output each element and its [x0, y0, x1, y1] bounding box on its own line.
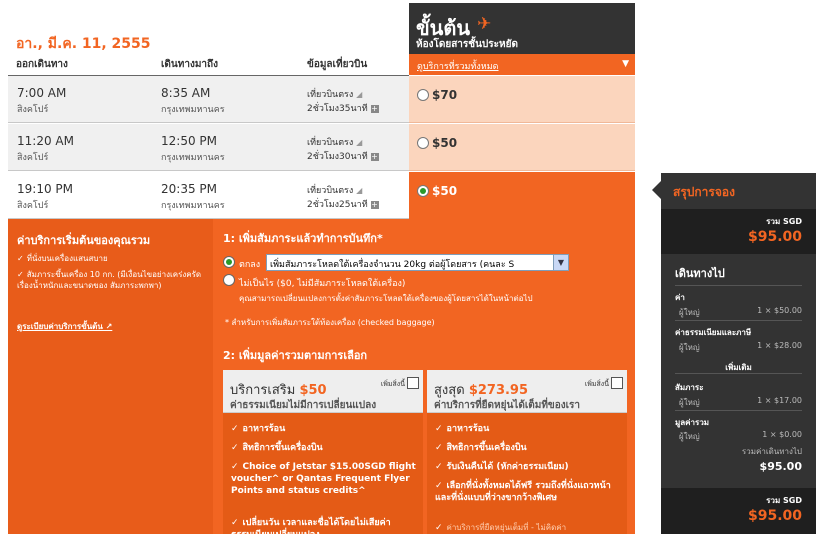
depart-time: 7:00 AM [17, 86, 67, 100]
bundle-subtitle: ค่าธรรมเนียมไม่มีการเปลี่ยนแปลง [230, 400, 377, 411]
arrive-cell [161, 182, 225, 212]
col-header-arrive: เดินทางมาถึง [161, 59, 218, 70]
bundle-name: บริการเสริม $50 [230, 383, 327, 398]
add-bundle-checkbox[interactable] [611, 377, 623, 389]
bundle-subtitle: ค่าบริการที่ยืดหยุ่นได้เต็มที่ของเรา [434, 400, 581, 411]
baggage-line-label: สัมภาระ [675, 383, 704, 392]
baggage-footnote: * สำหรับการเพิ่มสัมภาระใต้ท้องเครื่อง (checked baggage) [225, 318, 435, 327]
fare-price: $50 [432, 184, 458, 198]
flight-info [307, 88, 379, 116]
depart-city: สิงคโปร์ [17, 105, 49, 115]
fare-radio[interactable] [417, 89, 429, 101]
flight-info [307, 136, 379, 164]
check-icon: ✓ [17, 254, 24, 263]
bundle-card-plus [223, 370, 423, 540]
fare-radio[interactable] [417, 137, 429, 149]
divider [675, 285, 802, 286]
baggage-select-value: เพิ่มสัมภาระโหลดใต้เครื่องจำนวน 20kg ต่อผู้โดยสาร (คนละ S [270, 260, 515, 270]
summary-bottom-total: $95.00 [747, 508, 802, 524]
base-services-title: ค่าบริการเริ่มต้นของคุณรวม [17, 234, 151, 247]
chevron-down-icon[interactable]: ▼ [553, 255, 568, 270]
arrive-time: 12:50 PM [161, 134, 217, 148]
summary-bottom-label: รวม SGD [766, 496, 802, 505]
bundle-feature: ✓ รับเงินคืนได้ (หักค่าธรรมเนียม) [435, 462, 569, 472]
plane-icon: ◢ [356, 186, 363, 195]
flight-info [307, 184, 379, 212]
fare-option[interactable] [409, 76, 635, 123]
value-bundle-title: 2: เพิ่มมูลค่ารวมตามการเลือก [223, 349, 368, 362]
fare-class-title: ขั้นต้น [416, 16, 471, 40]
tax-line-amount: 1 × $28.00 [757, 341, 802, 350]
bundle-price: $273.95 [468, 383, 529, 398]
fare-class-subtitle: ห้องโดยสารชั้นประหยัด [416, 39, 518, 50]
summary-direction: เดินทางไป [675, 267, 725, 280]
baggage-yes-label: ตกลง [239, 260, 261, 270]
check-icon: ✓ [435, 523, 443, 533]
baggage-yes-radio[interactable] [223, 256, 235, 268]
fare-price: $70 [432, 88, 458, 102]
base-fare-rules-link[interactable]: ดูระเบียบค่าบริการขั้นต้น ↗ [17, 322, 113, 331]
base-services-panel [8, 219, 213, 534]
col-header-info: ข้อมูลเที่ยวบิน [307, 59, 368, 70]
check-icon: ✓ [231, 443, 239, 453]
arrive-city: กรุงเทพมหานคร [161, 201, 225, 211]
col-header-depart: ออกเดินทาง [16, 59, 68, 70]
flight-type: เที่ยวบินตรง [307, 90, 354, 100]
flight-type: เที่ยวบินตรง [307, 138, 354, 148]
baggage-no-radio[interactable] [223, 274, 235, 286]
subtotal-value: $95.00 [759, 460, 802, 473]
fare-class-header [409, 3, 635, 75]
bundle-price: $50 [299, 383, 327, 398]
arrive-city: กรุงเทพมหานคร [161, 105, 225, 115]
booking-summary [661, 173, 816, 534]
summary-total-box [661, 209, 816, 254]
add-bundle-checkbox[interactable] [407, 377, 419, 389]
depart-time: 19:10 PM [17, 182, 73, 196]
flight-row-selected[interactable] [8, 172, 409, 219]
arrive-time: 8:35 AM [161, 86, 211, 100]
services-link[interactable]: ดูบริการที่รวมทั้งหมด [417, 62, 499, 72]
chevron-down-icon: ▼ [622, 59, 629, 69]
bundle-card-max [427, 370, 627, 534]
value-line-amount: 1 × $0.00 [762, 430, 802, 439]
flight-duration: 2ชั่วโมง25นาที [307, 200, 368, 210]
plane-icon: ◢ [356, 138, 363, 147]
baggage-no-label: ไม่เป็นไร ($0, ไม่มีสัมภาระโหลดใต้เครื่อง) [239, 279, 406, 289]
base-service-item: ✓ ที่นั่งบนเครื่องแสนสบาย [17, 254, 108, 263]
divider [675, 320, 802, 321]
bundle-feature: ✓ อาหารร้อน [231, 424, 286, 434]
summary-total-label: รวม SGD [766, 217, 802, 226]
check-icon: ✓ [435, 462, 443, 472]
baggage-select[interactable] [266, 254, 569, 271]
fare-option-selected[interactable] [409, 172, 635, 219]
summary-total: $95.00 [747, 229, 802, 245]
depart-cell [17, 134, 74, 164]
depart-city: สิงคโปร์ [17, 201, 49, 211]
add-bundle-label: เพิ่มสิ่งนี้ [380, 380, 405, 388]
plane-icon: ✈ [477, 14, 492, 34]
bundle-feature: ✓ Choice of Jetstar $15.00SGD flight voucher^ or Qantas Frequent Flyer Points and status credits^ [231, 462, 416, 496]
arrive-city: กรุงเทพมหานคร [161, 153, 225, 163]
bundle-feature: ✓ เลือกที่นั่งทั้งหมดได้ฟรี รวมถึงที่นั่งแถวหน้าและที่นั่งแบบที่ว่างขากว้างพิเศษ [435, 481, 611, 503]
bundle-card-header [427, 370, 627, 413]
arrive-cell [161, 86, 225, 116]
fare-line-label: ค่า [675, 293, 685, 302]
check-icon: ✓ [231, 462, 239, 472]
check-icon: ✓ [231, 424, 239, 434]
services-dropdown[interactable] [409, 54, 635, 75]
baggage-line-amount: 1 × $17.00 [757, 396, 802, 405]
bundle-card-header [223, 370, 423, 413]
divider [675, 373, 802, 374]
depart-cell [17, 86, 66, 116]
depart-time: 11:20 AM [17, 134, 74, 148]
check-icon: ✓ [435, 481, 443, 491]
flight-date: อา., มี.ค. 11, 2555 [16, 36, 151, 52]
expand-icon[interactable]: + [371, 152, 378, 161]
arrive-cell [161, 134, 225, 164]
bundle-feature: ✓ เปลี่ยนวัน เวลาและชื่อได้โดยไม่เสียค่าธรรมเนียมเปลี่ยนแปลง [231, 518, 391, 540]
divider [675, 410, 802, 411]
depart-city: สิงคโปร์ [17, 153, 49, 163]
baggage-section-title: 1: เพิ่มสัมภาระแล้วทำการบันทึก* [223, 232, 383, 245]
flight-duration: 2ชั่วโมง30นาที [307, 152, 368, 162]
flight-row[interactable] [8, 124, 409, 171]
check-icon: ✓ [435, 424, 443, 434]
fare-line-pax: ผู้ใหญ่ [679, 308, 700, 317]
check-icon: ✓ [17, 270, 24, 279]
base-service-item: ✓ สัมภาระขึ้นเครื่อง 10 กก. (มีเงื่อนไขอย่างเคร่งครัดเรื่องน้ำหนักและขนาดของ สัมภาระพกพา) [17, 270, 202, 290]
bundle-feature: ✓ สิทธิการขึ้นเครื่องบิน [435, 443, 527, 453]
extras-heading: เพิ่มเติม [725, 363, 752, 372]
baggage-change-note: คุณสามารถเปลี่ยนแปลงการตั้งค่าสัมภาระโหลดใต้เครื่องของผู้โดยสารได้ในหน้าต่อไป [239, 294, 533, 303]
flight-duration: 2ชั่วโมง35นาที [307, 104, 368, 114]
bundle-feature: ✓ ค่าบริการที่ยืดหยุ่นเต็มที่ - ไม่คิดค่า [435, 523, 567, 533]
bundle-feature: ✓ อาหารร้อน [435, 424, 490, 434]
fare-radio-checked[interactable] [417, 185, 429, 197]
summary-bottom-total-box [661, 488, 816, 534]
plane-icon: ◢ [356, 90, 363, 99]
depart-cell [17, 182, 73, 212]
summary-pointer [652, 181, 661, 199]
flight-type: เที่ยวบินตรง [307, 186, 354, 196]
fare-option[interactable] [409, 124, 635, 171]
tax-line-pax: ผู้ใหญ่ [679, 343, 700, 352]
add-bundle-label: เพิ่มสิ่งนี้ [584, 380, 609, 388]
fare-price: $50 [432, 136, 458, 150]
baggage-line-pax: ผู้ใหญ่ [679, 398, 700, 407]
tax-line-label: ค่าธรรมเนียมและภาษี [675, 328, 752, 337]
expand-icon[interactable]: + [371, 104, 378, 113]
check-icon: ✓ [231, 518, 239, 528]
check-icon: ✓ [435, 443, 443, 453]
subtotal-label: รวมค่าเดินทางไป [741, 447, 802, 456]
fare-line-amount: 1 × $50.00 [757, 306, 802, 315]
expand-icon[interactable]: + [371, 200, 378, 209]
bundle-feature: ✓ สิทธิการขึ้นเครื่องบิน [231, 443, 323, 453]
value-line-label: มูลค่ารวม [675, 418, 710, 427]
value-line-pax: ผู้ใหญ่ [679, 432, 700, 441]
arrive-time: 20:35 PM [161, 182, 217, 196]
bundle-name: สูงสุด $273.95 [434, 383, 529, 398]
flight-row[interactable] [8, 76, 409, 123]
summary-title: สรุปการจอง [673, 185, 735, 199]
